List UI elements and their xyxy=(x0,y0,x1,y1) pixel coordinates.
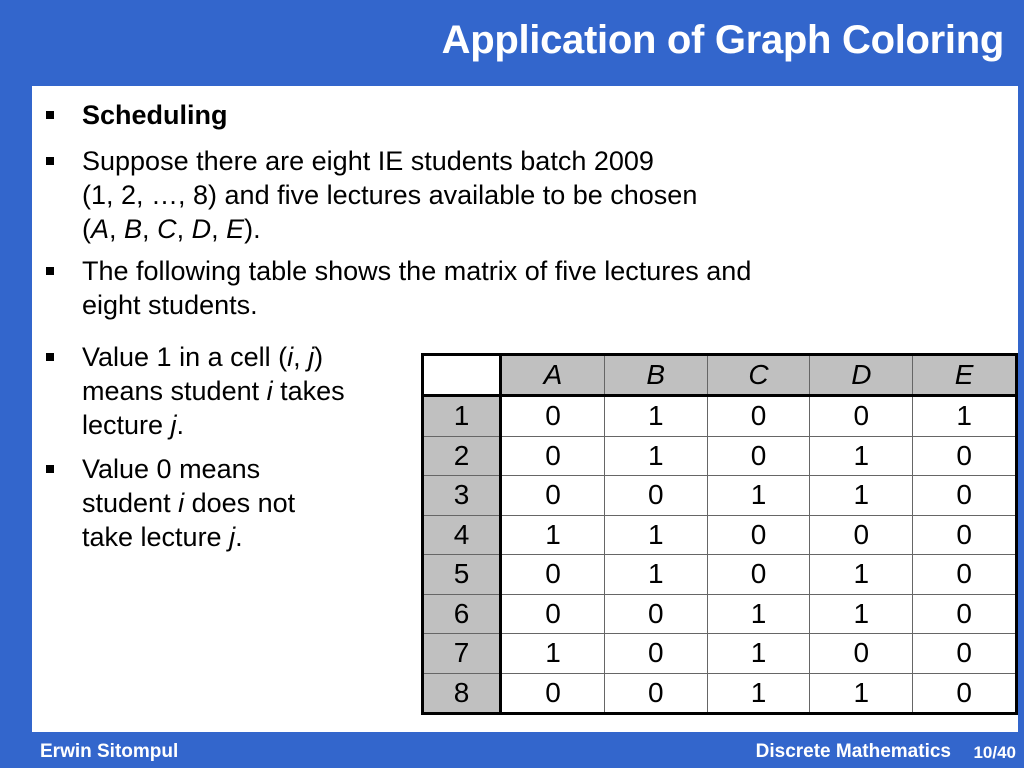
text-fragment: Value 1 in a cell ( xyxy=(82,342,288,372)
table-row xyxy=(423,555,1017,595)
bullet-text xyxy=(82,452,295,554)
text-fragment: takes xyxy=(272,376,345,406)
student-number: 5 xyxy=(423,555,501,595)
text-fragment: lecture xyxy=(82,410,171,440)
bullet-marker xyxy=(46,465,54,473)
matrix-cell: 0 xyxy=(707,515,810,555)
matrix-cell: 0 xyxy=(810,515,913,555)
matrix-cell: 1 xyxy=(501,515,605,555)
text-fragment: does not xyxy=(184,488,296,518)
matrix-cell: 0 xyxy=(501,476,605,516)
var-j: j xyxy=(308,342,315,372)
matrix-cell: 1 xyxy=(604,515,707,555)
matrix-cell: 0 xyxy=(913,515,1017,555)
var-j: j xyxy=(170,410,177,440)
table-row xyxy=(423,436,1017,476)
bullet-marker xyxy=(46,157,54,165)
text-fragment: , xyxy=(211,214,227,244)
text-fragment: , xyxy=(109,214,125,244)
lecture-e: E xyxy=(226,214,245,244)
footer-author: Erwin Sitompul xyxy=(40,741,179,762)
matrix-cell: 0 xyxy=(707,396,810,437)
student-number: 3 xyxy=(423,476,501,516)
text-fragment: means student xyxy=(82,376,267,406)
matrix-cell: 1 xyxy=(913,396,1017,437)
var-i: i xyxy=(266,376,273,406)
column-header: D xyxy=(810,355,913,396)
matrix-cell: 1 xyxy=(810,476,913,516)
matrix-cell: 0 xyxy=(604,673,707,714)
bullet-text xyxy=(82,340,345,442)
matrix-cell: 1 xyxy=(707,476,810,516)
bullet-text xyxy=(82,254,751,322)
slide-content xyxy=(32,86,1018,732)
matrix-cell: 0 xyxy=(501,396,605,437)
table-row xyxy=(423,673,1017,714)
matrix-cell: 0 xyxy=(913,436,1017,476)
lecture-b: B xyxy=(124,214,143,244)
matrix-cell: 0 xyxy=(604,594,707,634)
matrix-cell: 0 xyxy=(810,396,913,437)
bullet-marker xyxy=(46,267,54,275)
student-number: 2 xyxy=(423,436,501,476)
matrix-cell: 0 xyxy=(604,634,707,674)
table-row xyxy=(423,396,1017,437)
matrix-cell: 0 xyxy=(913,555,1017,595)
student-number: 7 xyxy=(423,634,501,674)
text-fragment: . xyxy=(176,410,185,440)
footer-course: Discrete Mathematics xyxy=(755,741,951,762)
matrix-cell: 1 xyxy=(810,436,913,476)
student-number: 4 xyxy=(423,515,501,555)
table-row xyxy=(423,515,1017,555)
text-fragment: ) xyxy=(314,342,324,372)
text-fragment: ( xyxy=(82,214,91,244)
matrix-cell: 0 xyxy=(913,594,1017,634)
matrix-cell: 0 xyxy=(604,476,707,516)
var-i: i xyxy=(178,488,185,518)
student-lecture-matrix xyxy=(421,353,1018,715)
header-row xyxy=(423,355,1017,396)
matrix-cell: 0 xyxy=(913,476,1017,516)
lecture-c: C xyxy=(157,214,177,244)
bullet-text xyxy=(82,144,697,246)
matrix-cell: 0 xyxy=(707,436,810,476)
matrix-cell: 1 xyxy=(810,594,913,634)
page-number: 10/40 xyxy=(973,743,1016,762)
column-header: E xyxy=(913,355,1017,396)
lecture-a: A xyxy=(91,214,110,244)
matrix-cell: 0 xyxy=(913,673,1017,714)
text-fragment: ). xyxy=(244,214,261,244)
lecture-d: D xyxy=(191,214,212,244)
matrix-cell: 0 xyxy=(501,555,605,595)
matrix-cell: 0 xyxy=(501,436,605,476)
table-row xyxy=(423,476,1017,516)
matrix-body xyxy=(423,396,1017,714)
text-fragment: , xyxy=(142,214,158,244)
text-fragment: take lecture xyxy=(82,522,230,552)
slide-title: Application of Graph Coloring xyxy=(441,18,1004,62)
column-header: B xyxy=(604,355,707,396)
column-header: C xyxy=(707,355,810,396)
var-i: i xyxy=(287,342,294,372)
matrix-cell: 1 xyxy=(501,634,605,674)
table-row xyxy=(423,594,1017,634)
text-fragment: , xyxy=(176,214,192,244)
matrix-cell: 1 xyxy=(707,673,810,714)
line: Suppose there are eight IE students batch 2009 xyxy=(82,146,654,176)
corner-cell xyxy=(423,355,501,396)
matrix-cell: 1 xyxy=(810,555,913,595)
bullet-marker xyxy=(46,111,54,119)
matrix-cell: 1 xyxy=(707,594,810,634)
matrix-cell: 0 xyxy=(707,555,810,595)
matrix-cell: 1 xyxy=(604,555,707,595)
column-header: A xyxy=(501,355,605,396)
table-row xyxy=(423,634,1017,674)
student-number: 6 xyxy=(423,594,501,634)
bullet-text: Scheduling xyxy=(82,100,228,130)
bullet-marker xyxy=(46,353,54,361)
line: eight students. xyxy=(82,290,258,320)
matrix-cell: 1 xyxy=(604,396,707,437)
text-fragment: . xyxy=(235,522,243,552)
matrix-cell: 0 xyxy=(501,673,605,714)
line: Value 0 means xyxy=(82,454,261,484)
matrix-cell: 1 xyxy=(604,436,707,476)
matrix-cell: 1 xyxy=(810,673,913,714)
matrix-cell: 0 xyxy=(913,634,1017,674)
matrix-cell: 0 xyxy=(810,634,913,674)
student-number: 1 xyxy=(423,396,501,437)
line: The following table shows the matrix of five lectures and xyxy=(82,256,752,286)
var-j: j xyxy=(229,522,236,552)
text-fragment: student xyxy=(82,488,179,518)
student-number: 8 xyxy=(423,673,501,714)
matrix-cell: 0 xyxy=(501,594,605,634)
matrix-cell: 1 xyxy=(707,634,810,674)
text-fragment: , xyxy=(293,342,309,372)
line: (1, 2, …, 8) and five lectures available to be chosen xyxy=(82,180,698,210)
